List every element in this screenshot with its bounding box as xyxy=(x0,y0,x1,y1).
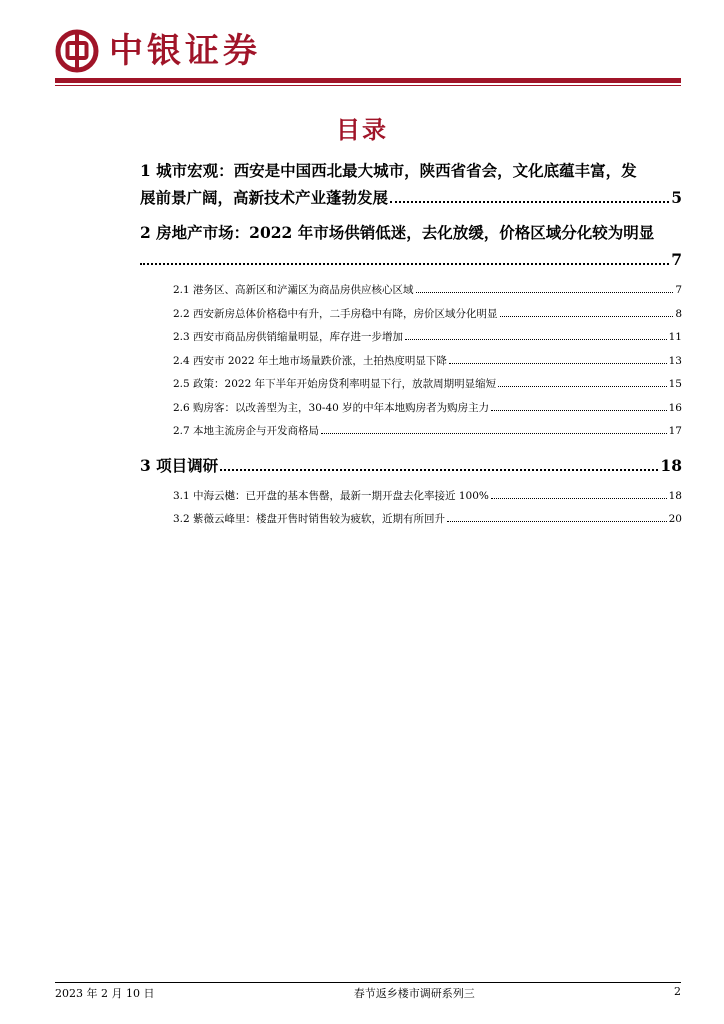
toc-subentry-page: 17 xyxy=(668,425,682,437)
dot-leader xyxy=(500,316,674,317)
footer-page-number: 2 xyxy=(673,985,681,998)
toc-subentry-page: 8 xyxy=(675,307,682,320)
dot-leader xyxy=(416,292,674,293)
toc-subentry-text: 2.3 西安市商品房供销缩量明显，库存进一步增加 xyxy=(173,331,404,343)
toc-subentry-page: 7 xyxy=(675,284,682,296)
toc-entry-1[interactable] xyxy=(140,157,682,211)
bank-of-china-logo-icon xyxy=(55,29,99,73)
toc-subentry[interactable] xyxy=(173,279,682,303)
toc-subentry-text: 2.5 政策：2022 年下半年开始房贷利率明显下行，放款周期明显缩短 xyxy=(173,378,497,390)
toc-subentry-page: 18 xyxy=(668,489,682,502)
report-header xyxy=(55,28,261,74)
toc-subentry-text: 2.7 本地主流房企与开发商格局 xyxy=(173,425,320,437)
dot-leader xyxy=(140,263,669,265)
toc-subentry[interactable] xyxy=(173,397,682,421)
toc-subentry[interactable] xyxy=(173,420,682,444)
table-of-contents xyxy=(140,157,682,532)
toc-subentry-page: 16 xyxy=(668,401,682,414)
toc-entry-3[interactable] xyxy=(140,452,682,479)
dot-leader xyxy=(449,363,667,364)
toc-subentry[interactable] xyxy=(173,350,682,374)
toc-subentry-page: 11 xyxy=(668,331,682,343)
toc-subentry[interactable] xyxy=(173,303,682,327)
toc-subentry[interactable] xyxy=(173,485,682,509)
toc-subentry-text: 2.4 西安市 2022 年土地市场量跌价涨，土拍热度明显下降 xyxy=(173,354,447,367)
brand-name: 中银证券 xyxy=(109,31,261,71)
toc-entry-3-page: 18 xyxy=(660,455,682,475)
footer-series: 春节返乡楼市调研系列三 xyxy=(353,987,475,1000)
header-rule-thin xyxy=(55,85,681,86)
toc-subentry[interactable] xyxy=(173,373,682,397)
footer-date: 2023 年 2 月 10 日 xyxy=(55,987,155,1000)
toc-subentry-page: 15 xyxy=(668,378,682,390)
toc-entry-1-line2: 展前景广阔，高新技术产业蓬勃发展 xyxy=(140,188,389,207)
dot-leader xyxy=(405,339,667,340)
header-rule xyxy=(55,78,681,83)
toc-subentry-text: 3.2 紫薇云峰里：楼盘开售时销售较为疲软，近期有所回升 xyxy=(173,513,446,525)
toc-entry-2-line1: 2 房地产市场：2022 年市场供销低迷，去化放缓，价格区域分化较为明显 xyxy=(140,223,655,242)
dot-leader xyxy=(491,498,667,499)
toc-subentry[interactable] xyxy=(173,326,682,350)
dot-leader xyxy=(220,469,658,471)
toc-entry-1-page: 5 xyxy=(671,188,682,207)
dot-leader xyxy=(390,201,669,203)
toc-subentry[interactable] xyxy=(173,508,682,532)
toc-entry-2-page: 7 xyxy=(671,250,682,269)
dot-leader xyxy=(321,433,667,434)
dot-leader xyxy=(491,410,666,411)
dot-leader xyxy=(498,386,667,387)
toc-entry-3-text: 3 项目调研 xyxy=(140,455,219,475)
toc-entry-2[interactable] xyxy=(140,219,682,273)
toc-subentry-text: 2.1 港务区、高新区和浐灞区为商品房供应核心区域 xyxy=(173,284,414,296)
dot-leader xyxy=(447,521,667,522)
footer-rule xyxy=(55,982,681,983)
toc-title: 目录 xyxy=(336,116,388,144)
toc-subentry-page: 13 xyxy=(668,354,682,367)
page-footer xyxy=(55,985,681,1001)
toc-subentry-page: 20 xyxy=(668,513,682,525)
toc-subentry-text: 2.2 西安新房总体价格稳中有升，二手房稳中有降，房价区域分化明显 xyxy=(173,307,498,320)
toc-entry-1-line1: 1 城市宏观：西安是中国西北最大城市，陕西省省会，文化底蕴丰富，发 xyxy=(140,161,637,180)
toc-subentry-text: 3.1 中海云樾：已开盘的基本售罄，最新一期开盘去化率接近 100% xyxy=(173,489,489,502)
toc-subentry-text: 2.6 购房客：以改善型为主，30-40 岁的中年本地购房者为购房主力 xyxy=(173,401,490,414)
